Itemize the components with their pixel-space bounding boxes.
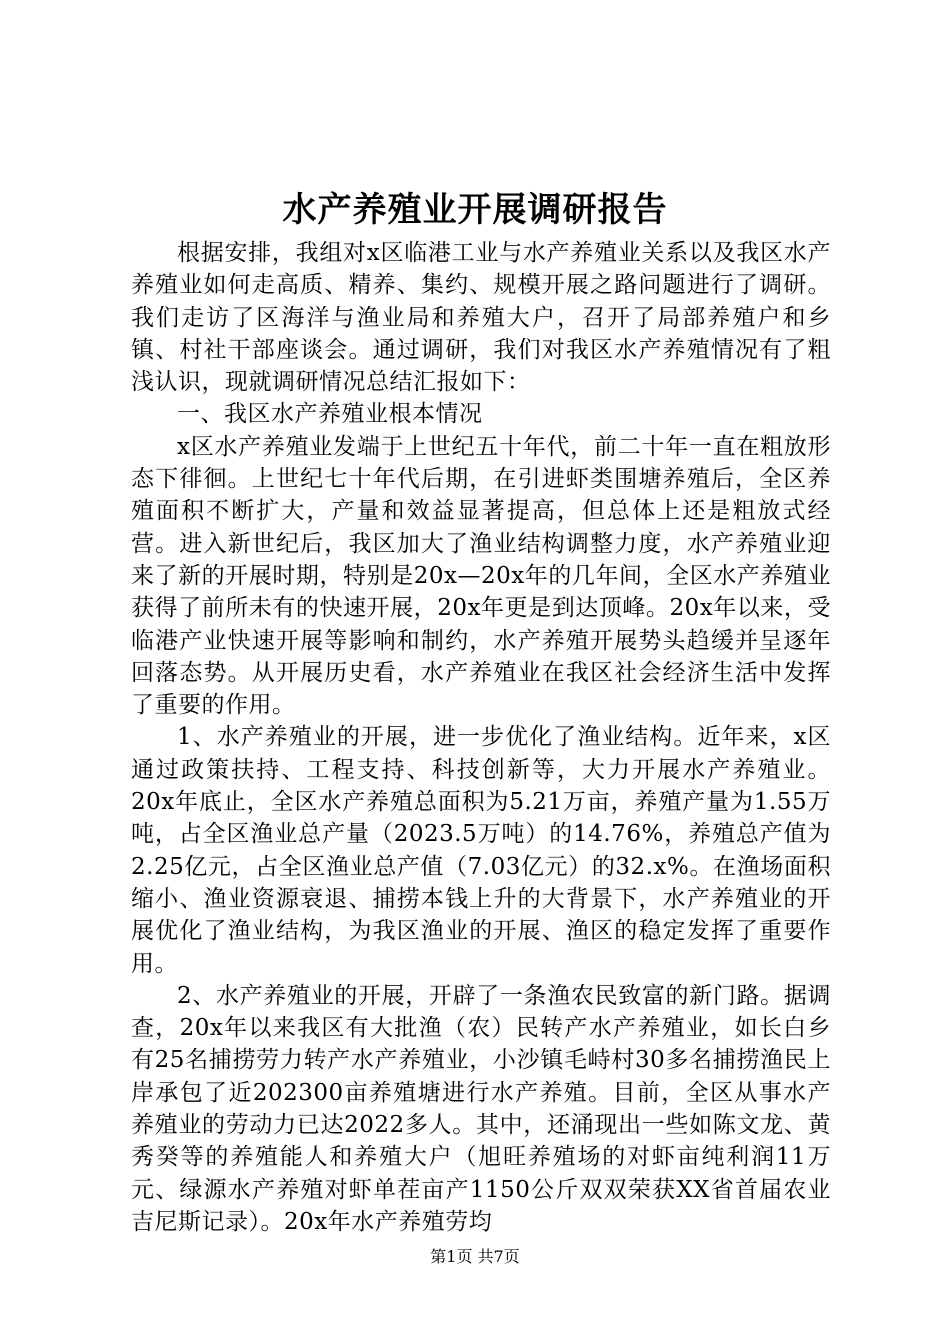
paragraph-history: x区水产养殖业发端于上世纪五十年代，前二十年一直在粗放形态下徘徊。上世纪七十年代后期，在引进虾类围塘养殖后，全区养殖面积不断扩大，产量和效益显著提高，但总体上还是粗放式经营。进入新世纪后，我区加大了渔业结构调整力度，水产养殖业迎来了新的开展时期，特别是20x—20x年的几年间，全区水产养殖业获得了前所未有的快速开展，20x年更是到达顶峰。20x年以来，受临港产业快速开展等影响和制约，水产养殖开展势头趋缓并呈逐年回落态势。从开展历史看，水产养殖业在我区社会经济生活中发挥了重要的作用。: [131, 433, 831, 719]
paragraph-point-1: 1、水产养殖业的开展，进一步优化了渔业结构。近年来，x区通过政策扶持、工程支持、科技创新等，大力开展水产养殖业。20x年底止，全区水产养殖总面积为5.21万亩，养殖产量为1.55万吨，占全区渔业总产量（2023.5万吨）的14.76%，养殖总产值为2.25亿元，占全区渔业总产值（7.03亿元）的32.x%。在渔场面积缩小、渔业资源衰退、捕捞本钱上升的大背景下，水产养殖业的开展优化了渔业结构，为我区渔业的开展、渔区的稳定发挥了重要作用。: [131, 724, 831, 977]
paragraph-point-2: 2、水产养殖业的开展，开辟了一条渔农民致富的新门路。据调查，20x年以来我区有大批渔（农）民转产水产养殖业，如长白乡有25名捕捞劳力转产水产养殖业，小沙镇毛峙村30多名捕捞渔民上岸承包了近202300亩养殖塘进行水产养殖。目前，全区从事水产养殖业的劳动力已达2022多人。其中，还涌现出一些如陈文龙、黄秀癸等的养殖能人和养殖大户（旭旺养殖场的对虾亩纯利润11万元、绿源水产养殖对虾单茬亩产1150公斤双双荣获XX省首届农业吉尼斯记录）。20x年水产养殖劳均: [131, 982, 831, 1235]
document-title: 水产养殖业开展调研报告: [282, 190, 668, 230]
document-body: [131, 237, 831, 1238]
paragraph-intro: 根据安排，我组对x区临港工业与水产养殖业关系以及我区水产养殖业如何走高质、精养、集约、规模开展之路问题进行了调研。我们走访了区海洋与渔业局和养殖大户，召开了局部养殖户和乡镇、村社干部座谈会。通过调研，我们对我区水产养殖情况有了粗浅认识，现就调研情况总结汇报如下：: [131, 240, 831, 396]
section-heading: 一、我区水产养殖业根本情况: [177, 401, 483, 428]
page-number-footer: 第1页 共7页: [430, 1247, 520, 1266]
